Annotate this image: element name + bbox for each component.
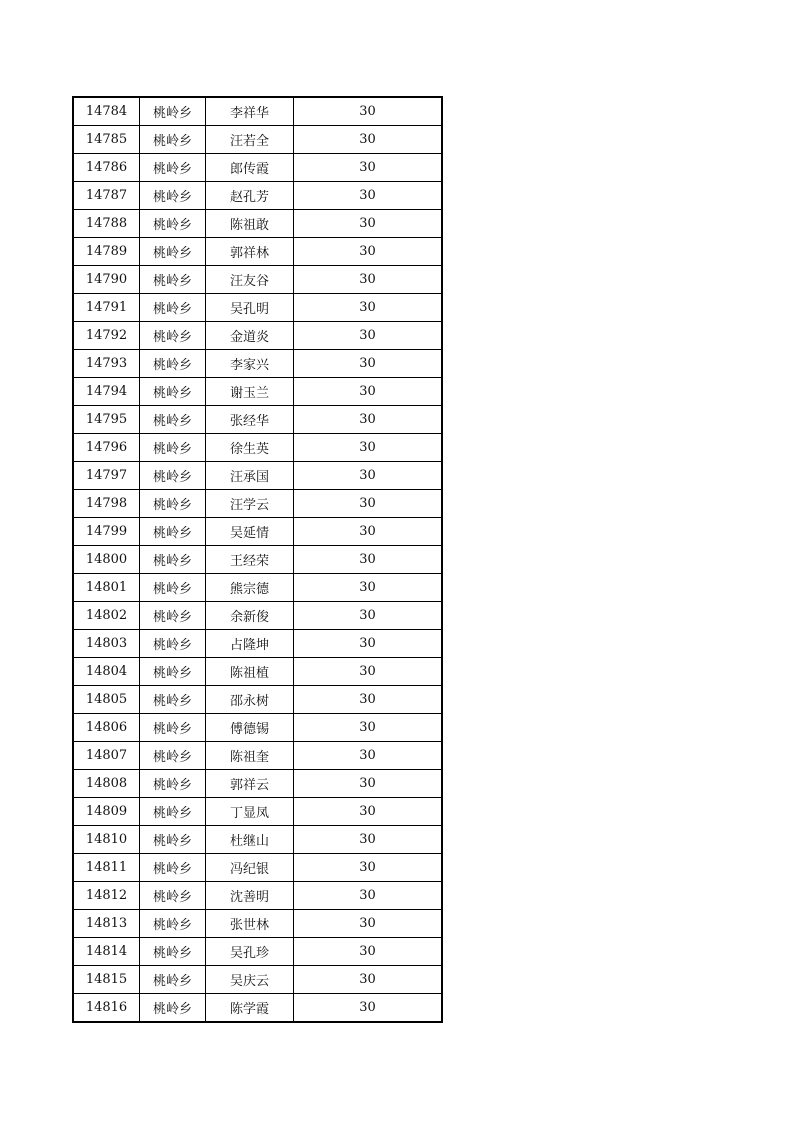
row-number-cell: 14812	[73, 882, 140, 910]
amount-cell: 30	[294, 546, 443, 574]
table-row	[73, 238, 442, 266]
amount-cell: 30	[294, 742, 443, 770]
row-number-cell: 14794	[73, 378, 140, 406]
amount-cell: 30	[294, 686, 443, 714]
row-number-cell: 14801	[73, 574, 140, 602]
row-number-cell: 14800	[73, 546, 140, 574]
amount-cell: 30	[294, 854, 443, 882]
table-row	[73, 630, 442, 658]
table-row	[73, 546, 442, 574]
township-cell: 桃岭乡	[140, 294, 206, 322]
person-name-cell: 汪若全	[206, 126, 294, 154]
row-number-cell: 14792	[73, 322, 140, 350]
amount-cell: 30	[294, 490, 443, 518]
person-name-cell: 徐生英	[206, 434, 294, 462]
table-row	[73, 97, 442, 126]
township-cell: 桃岭乡	[140, 462, 206, 490]
row-number-cell: 14789	[73, 238, 140, 266]
amount-cell: 30	[294, 406, 443, 434]
amount-cell: 30	[294, 518, 443, 546]
table-row	[73, 798, 442, 826]
amount-cell: 30	[294, 658, 443, 686]
table-row	[73, 826, 442, 854]
table-row	[73, 182, 442, 210]
person-name-cell: 陈学霞	[206, 994, 294, 1023]
row-number-cell: 14799	[73, 518, 140, 546]
table-row	[73, 714, 442, 742]
person-name-cell: 沈善明	[206, 882, 294, 910]
township-cell: 桃岭乡	[140, 210, 206, 238]
amount-cell: 30	[294, 434, 443, 462]
person-name-cell: 余新俊	[206, 602, 294, 630]
table-row	[73, 462, 442, 490]
row-number-cell: 14805	[73, 686, 140, 714]
table-row	[73, 294, 442, 322]
township-cell: 桃岭乡	[140, 770, 206, 798]
person-name-cell: 杜继山	[206, 826, 294, 854]
table-body	[73, 97, 442, 1022]
amount-cell: 30	[294, 322, 443, 350]
row-number-cell: 14814	[73, 938, 140, 966]
township-cell: 桃岭乡	[140, 602, 206, 630]
row-number-cell: 14802	[73, 602, 140, 630]
township-cell: 桃岭乡	[140, 574, 206, 602]
table-row	[73, 994, 442, 1023]
township-cell: 桃岭乡	[140, 630, 206, 658]
person-name-cell: 冯纪银	[206, 854, 294, 882]
row-number-cell: 14784	[73, 97, 140, 126]
row-number-cell: 14815	[73, 966, 140, 994]
person-name-cell: 吴孔明	[206, 294, 294, 322]
amount-cell: 30	[294, 126, 443, 154]
township-cell: 桃岭乡	[140, 882, 206, 910]
person-name-cell: 陈祖植	[206, 658, 294, 686]
payment-table	[72, 96, 443, 1023]
row-number-cell: 14807	[73, 742, 140, 770]
person-name-cell: 汪友谷	[206, 266, 294, 294]
person-name-cell: 傅德锡	[206, 714, 294, 742]
row-number-cell: 14798	[73, 490, 140, 518]
person-name-cell: 陈祖敢	[206, 210, 294, 238]
row-number-cell: 14785	[73, 126, 140, 154]
township-cell: 桃岭乡	[140, 434, 206, 462]
person-name-cell: 李祥华	[206, 97, 294, 126]
row-number-cell: 14791	[73, 294, 140, 322]
person-name-cell: 熊宗德	[206, 574, 294, 602]
township-cell: 桃岭乡	[140, 658, 206, 686]
person-name-cell: 张世林	[206, 910, 294, 938]
township-cell: 桃岭乡	[140, 378, 206, 406]
amount-cell: 30	[294, 826, 443, 854]
table-row	[73, 602, 442, 630]
amount-cell: 30	[294, 154, 443, 182]
person-name-cell: 王经荣	[206, 546, 294, 574]
township-cell: 桃岭乡	[140, 350, 206, 378]
row-number-cell: 14793	[73, 350, 140, 378]
township-cell: 桃岭乡	[140, 714, 206, 742]
township-cell: 桃岭乡	[140, 994, 206, 1023]
table-row	[73, 126, 442, 154]
person-name-cell: 赵孔芳	[206, 182, 294, 210]
table-row	[73, 350, 442, 378]
row-number-cell: 14787	[73, 182, 140, 210]
row-number-cell: 14788	[73, 210, 140, 238]
row-number-cell: 14796	[73, 434, 140, 462]
table-row	[73, 910, 442, 938]
person-name-cell: 邵永树	[206, 686, 294, 714]
table-row	[73, 266, 442, 294]
person-name-cell: 吴延情	[206, 518, 294, 546]
person-name-cell: 吴孔珍	[206, 938, 294, 966]
table-row	[73, 322, 442, 350]
row-number-cell: 14811	[73, 854, 140, 882]
township-cell: 桃岭乡	[140, 406, 206, 434]
township-cell: 桃岭乡	[140, 126, 206, 154]
person-name-cell: 金道炎	[206, 322, 294, 350]
amount-cell: 30	[294, 350, 443, 378]
row-number-cell: 14803	[73, 630, 140, 658]
row-number-cell: 14786	[73, 154, 140, 182]
row-number-cell: 14808	[73, 770, 140, 798]
township-cell: 桃岭乡	[140, 546, 206, 574]
row-number-cell: 14809	[73, 798, 140, 826]
person-name-cell: 郭祥云	[206, 770, 294, 798]
amount-cell: 30	[294, 630, 443, 658]
amount-cell: 30	[294, 798, 443, 826]
township-cell: 桃岭乡	[140, 826, 206, 854]
amount-cell: 30	[294, 294, 443, 322]
row-number-cell: 14790	[73, 266, 140, 294]
table-row	[73, 574, 442, 602]
township-cell: 桃岭乡	[140, 854, 206, 882]
amount-cell: 30	[294, 770, 443, 798]
township-cell: 桃岭乡	[140, 266, 206, 294]
person-name-cell: 占隆坤	[206, 630, 294, 658]
table-row	[73, 518, 442, 546]
amount-cell: 30	[294, 910, 443, 938]
table-row	[73, 406, 442, 434]
row-number-cell: 14816	[73, 994, 140, 1023]
table-row	[73, 686, 442, 714]
township-cell: 桃岭乡	[140, 966, 206, 994]
amount-cell: 30	[294, 97, 443, 126]
township-cell: 桃岭乡	[140, 322, 206, 350]
township-cell: 桃岭乡	[140, 910, 206, 938]
person-name-cell: 郭祥林	[206, 238, 294, 266]
amount-cell: 30	[294, 966, 443, 994]
row-number-cell: 14795	[73, 406, 140, 434]
township-cell: 桃岭乡	[140, 238, 206, 266]
person-name-cell: 汪承国	[206, 462, 294, 490]
amount-cell: 30	[294, 574, 443, 602]
person-name-cell: 张经华	[206, 406, 294, 434]
row-number-cell: 14806	[73, 714, 140, 742]
person-name-cell: 谢玉兰	[206, 378, 294, 406]
township-cell: 桃岭乡	[140, 686, 206, 714]
table-row	[73, 742, 442, 770]
table-row	[73, 770, 442, 798]
amount-cell: 30	[294, 462, 443, 490]
person-name-cell: 汪学云	[206, 490, 294, 518]
amount-cell: 30	[294, 994, 443, 1023]
person-name-cell: 丁显凤	[206, 798, 294, 826]
row-number-cell: 14797	[73, 462, 140, 490]
township-cell: 桃岭乡	[140, 938, 206, 966]
table-row	[73, 154, 442, 182]
amount-cell: 30	[294, 266, 443, 294]
table-row	[73, 882, 442, 910]
person-name-cell: 李家兴	[206, 350, 294, 378]
table-row	[73, 378, 442, 406]
table-row	[73, 210, 442, 238]
amount-cell: 30	[294, 378, 443, 406]
amount-cell: 30	[294, 602, 443, 630]
amount-cell: 30	[294, 938, 443, 966]
person-name-cell: 陈祖奎	[206, 742, 294, 770]
township-cell: 桃岭乡	[140, 518, 206, 546]
amount-cell: 30	[294, 210, 443, 238]
table-row	[73, 434, 442, 462]
township-cell: 桃岭乡	[140, 97, 206, 126]
table-row	[73, 490, 442, 518]
amount-cell: 30	[294, 714, 443, 742]
township-cell: 桃岭乡	[140, 154, 206, 182]
township-cell: 桃岭乡	[140, 182, 206, 210]
table-row	[73, 938, 442, 966]
township-cell: 桃岭乡	[140, 490, 206, 518]
township-cell: 桃岭乡	[140, 742, 206, 770]
person-name-cell: 郎传霞	[206, 154, 294, 182]
amount-cell: 30	[294, 882, 443, 910]
table-row	[73, 966, 442, 994]
row-number-cell: 14810	[73, 826, 140, 854]
person-name-cell: 吴庆云	[206, 966, 294, 994]
township-cell: 桃岭乡	[140, 798, 206, 826]
table-row	[73, 658, 442, 686]
row-number-cell: 14804	[73, 658, 140, 686]
amount-cell: 30	[294, 238, 443, 266]
row-number-cell: 14813	[73, 910, 140, 938]
table-row	[73, 854, 442, 882]
amount-cell: 30	[294, 182, 443, 210]
